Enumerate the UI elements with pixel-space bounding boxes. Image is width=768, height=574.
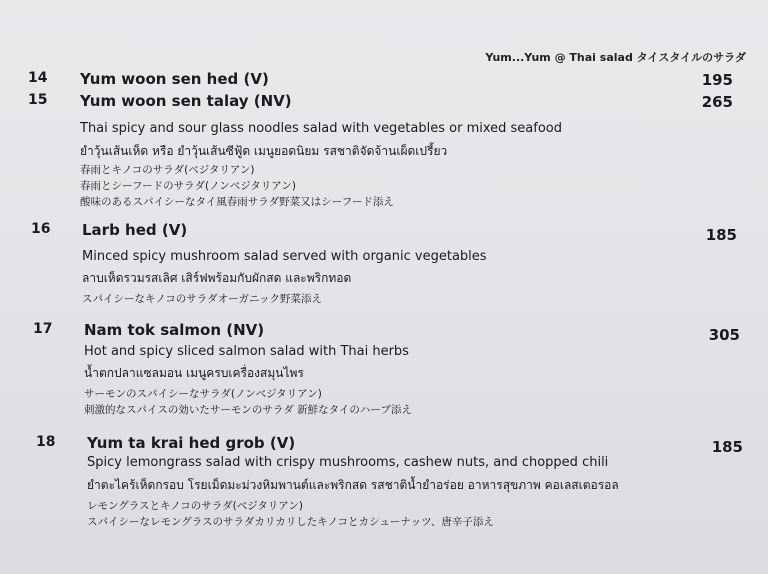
item-description-en: Thai spicy and sour glass noodles salad with vegetables or mixed seafood [80, 121, 562, 136]
item-name: Yum woon sen talay (NV) [80, 92, 292, 110]
item-description-jp: サーモンのスパイシーなサラダ(ノンベジタリアン) [84, 388, 322, 400]
item-description-jp: スパイシーなキノコのサラダオーガニック野菜添え [82, 293, 323, 305]
item-description-jp: 酸味のあるスパイシーなタイ風春雨サラダ野菜又はシーフード添え [80, 196, 394, 208]
item-name: Yum woon sen hed (V) [80, 70, 269, 88]
section-header: Yum...Yum @ Thai salad タイスタイルのサラダ [485, 51, 746, 64]
item-description-en: Hot and spicy sliced salmon salad with Thai herbs [84, 344, 409, 359]
item-name: Nam tok salmon (NV) [84, 321, 265, 339]
item-number: 16 [31, 221, 51, 237]
item-price: 305 [708, 326, 740, 344]
item-description-th: ยำวุ้นเส้นเห็ด หรือ ยำวุ้นเส้นซีฟู้ด เมนูยอดนิยม รสชาติจัดจ้านเผ็ดเปรี้ยว [80, 144, 448, 158]
item-price: 185 [705, 226, 737, 244]
item-description-en: Spicy lemongrass salad with crispy mushrooms, cashew nuts, and chopped chili [87, 455, 609, 470]
item-number: 17 [33, 321, 53, 337]
item-description-jp: レモングラスとキノコのサラダ(ベジタリアン) [87, 500, 303, 512]
item-number: 18 [36, 434, 56, 450]
item-name: Yum ta krai hed grob (V) [87, 434, 296, 452]
item-description-jp: 春雨とシーフードのサラダ(ノンベジタリアン) [80, 180, 296, 192]
item-description-en: Minced spicy mushroom salad served with organic vegetables [82, 249, 487, 264]
item-number: 15 [28, 92, 48, 108]
item-description-th: ลาบเห็ดรวมรสเลิศ เสิร์ฟพร้อมกับผักสด และพริกทอด [82, 271, 352, 285]
item-description-jp: スパイシーなレモングラスのサラダカリカリしたキノコとカシューナッツ、唐辛子添え [87, 516, 494, 528]
item-price: 195 [701, 71, 733, 89]
item-description-th: น้ำตกปลาแซลมอน เมนูครบเครื่องสมุนไพร [84, 366, 304, 380]
item-number: 14 [28, 70, 48, 86]
item-name: Larb hed (V) [82, 221, 188, 239]
item-price: 185 [711, 438, 743, 456]
item-description-jp: 春雨とキノコのサラダ(ベジタリアン) [80, 164, 255, 176]
item-description-jp: 刺激的なスパイスの効いたサーモンのサラダ 新鮮なタイのハーブ添え [84, 404, 412, 416]
item-price: 265 [701, 93, 733, 111]
item-description-th: ยำตะไคร้เห็ดกรอบ โรยเม็ดมะม่วงหิมพานต์และพริกสด รสชาติน้ำยำอร่อย อาหารสุขภาพ คอเลสเตอรอล [87, 478, 619, 492]
